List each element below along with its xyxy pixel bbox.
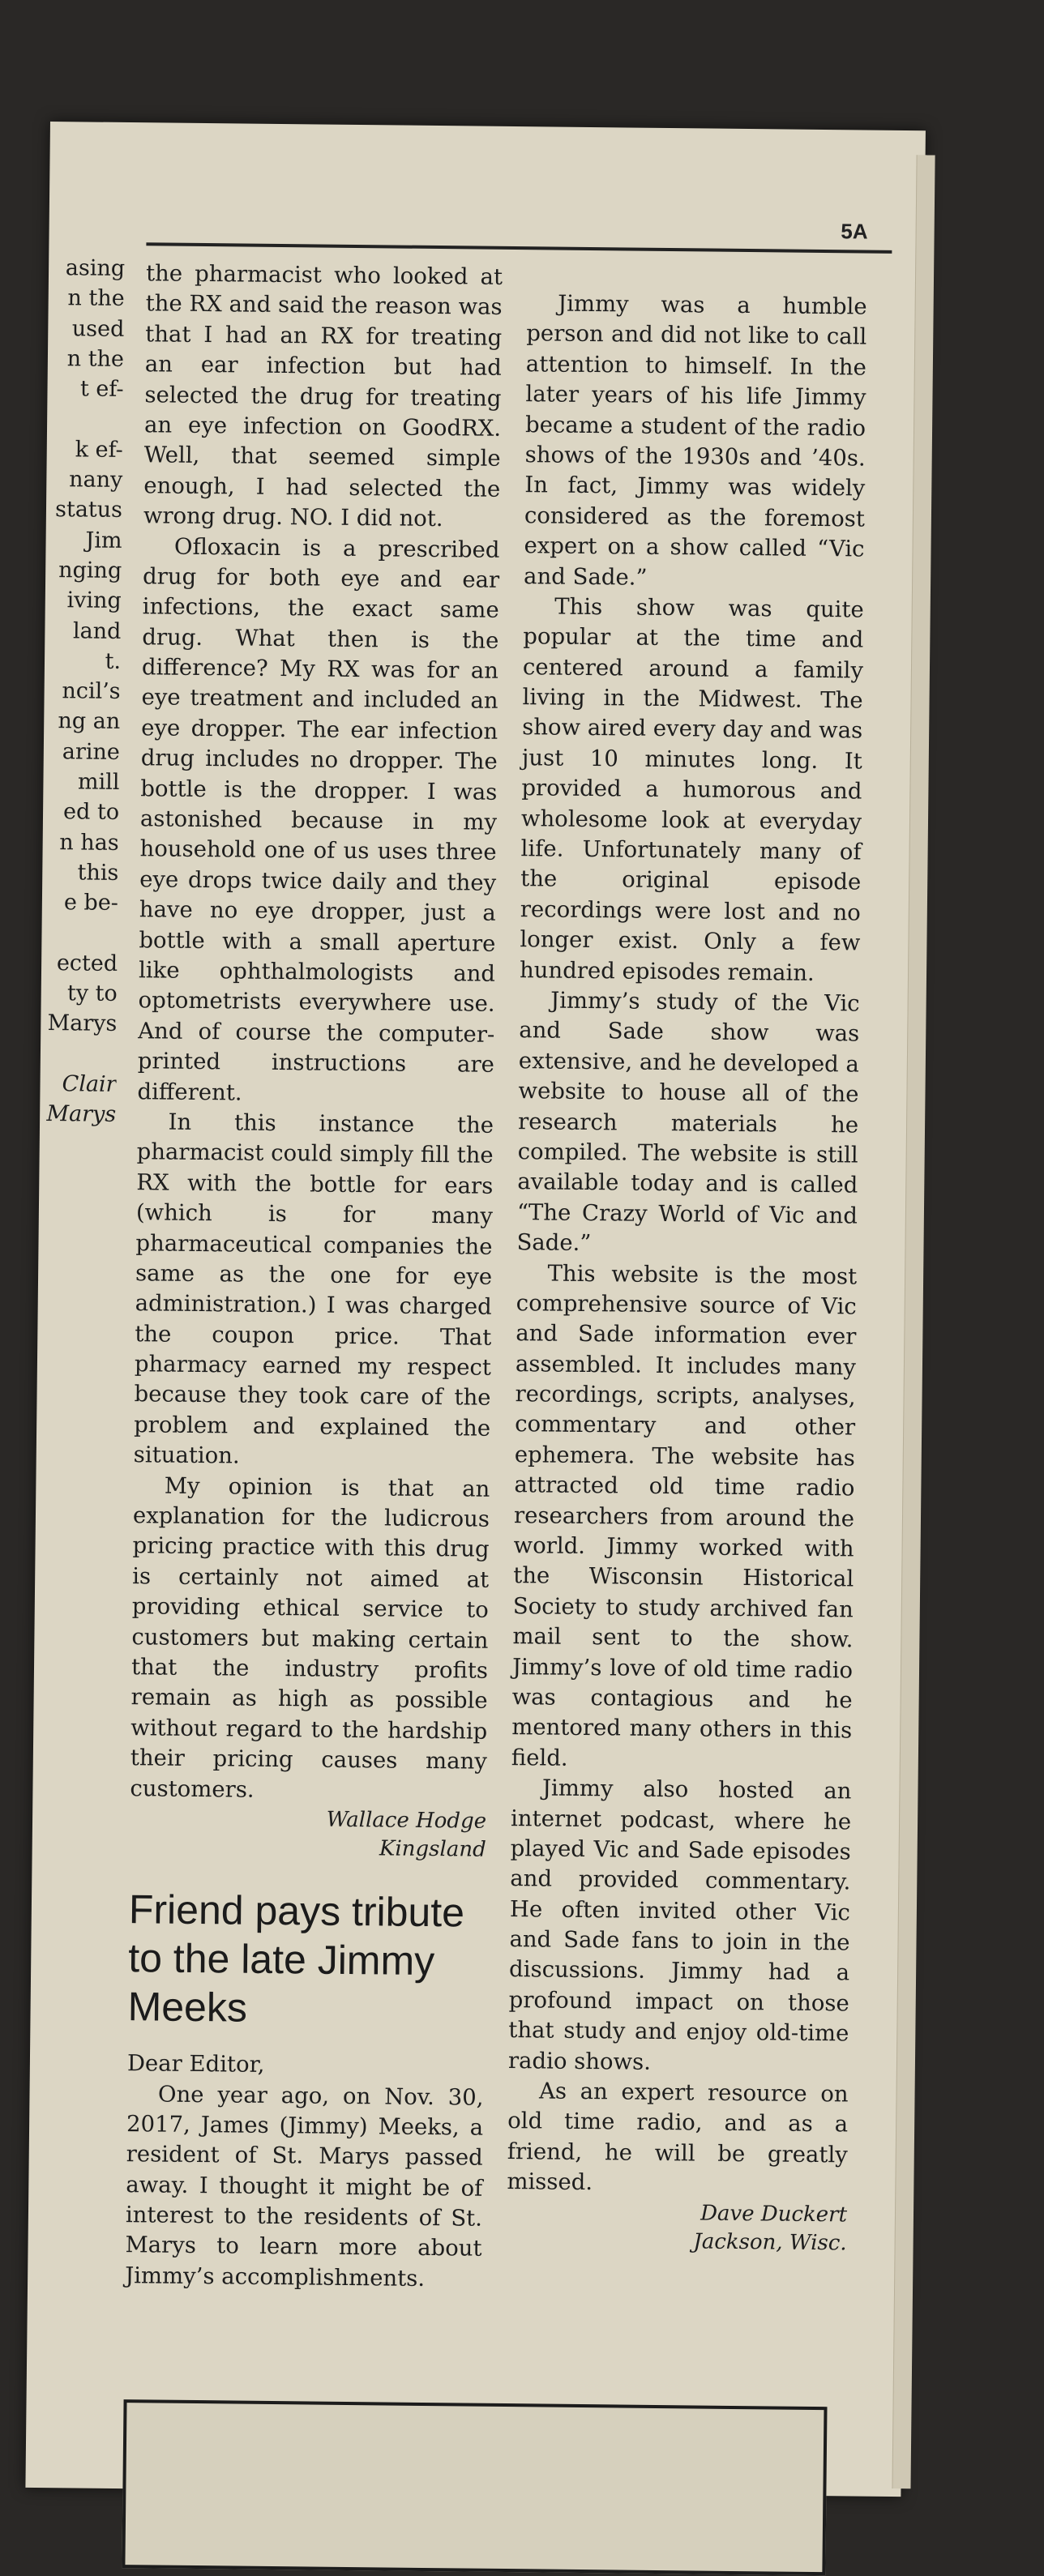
left-fragment-line: mill [77,769,120,795]
left-fragment-line: ncil’s [62,678,121,705]
left-fragment-line: this [77,860,119,886]
letter2-paragraph: Jimmy was a humble person and did not like to call attention to himself. In the later years of his life Jimmy became a student of the radio shows of the 1930s and ’40s. In fact, Jimmy was widely considered as the foremost expert on a show called “Vic and Sade.” [523,290,867,591]
left-fragment-line: Marys [47,1010,118,1037]
left-fragment-line: iving [66,587,122,614]
left-fragment-line [42,404,123,434]
letter2-paragraph: Jimmy also hosted an internet podcast, where he played Vic and Sade episodes and provided commentary. He often invited other Vic and Sade fans to join in the discussions. Jimmy had a profound impact on those that study and enjoy old-time radio shows. [507,1775,852,2075]
letter1-paragraph: the pharmacist who looked at the RX and said the reason was that I had an RX for treating an ear infection but had selected the drug for treating an eye infection on GoodRX. Well, that seemed simple enough, I had selected the wrong drug. NO. I did not. [143,260,503,532]
left-fragment-line: t ef- [79,376,124,403]
left-fragment-line: n has [59,829,119,856]
left-fragment-line [36,917,118,948]
letter2-paragraph: This website is the most comprehensive source of Vic and Sade information ever assembled. It includes many recordings, scripts, analyses, commentary and other ephemera. The website has attracted old time radio researchers from around the world. Jimmy worked with the Wisconsin Historical Society to study archived fan mail sent to the show. Jimmy’s love of old time radio was contagious and he mentored many others in this field. [511,1260,858,1771]
left-fragment-line: ed to [62,799,120,826]
left-fragment-line: nging [58,557,122,583]
letter2-location: Jackson, Wisc. [693,2229,847,2256]
left-fragment-line: land [72,617,122,644]
left-fragment-line [36,1039,117,1070]
left-fragment-line: arine [62,738,121,765]
letter2-paragraph: This show was quite popular at the time and centered around a family living in the Midwest. The show aired every day and was just 10 minutes long. It provided a humorous and wholesome look at everyday life. Unfortunately many of the original episode recordings were lost and no longer exist. Only a few hundred episodes remain. [519,593,864,986]
page-number: 5A [841,219,868,244]
left-fragment-line: n the [67,285,125,312]
letter1-location: Kingsland [379,1836,486,1862]
left-fragment-line: ected [56,950,118,976]
letter2-author: Dave Duckert [700,2201,848,2228]
left-fragment-line: k ef- [75,437,123,463]
letter1-signoff [130,1804,487,1865]
left-fragment-line: ty to [66,980,118,1007]
letter2-paragraph: One year ago, on Nov. 30, 2017, James (Jimmy) Meeks, a resident of St. Marys passed away. I thought it might be of interest to the residents of St. Marys to learn more about Jimmy’s accomplishments. [125,2081,484,2292]
right-column [506,288,866,2258]
bottom-ad-box [122,2399,827,2575]
letter2-salutation: Dear Editor, [126,2050,265,2078]
left-fragment-line: nany [69,467,123,493]
left-fragment-line: Clair [62,1071,117,1097]
header-rule [146,242,892,254]
letter2-paragraph: Jimmy’s study of the Vic and Sade show was extensive, and he developed a website to house all of the research materials he compiled. The website is still available today and is called “The Crazy World of Vic and Sade.” [516,987,860,1257]
letter1-paragraph: Ofloxacin is a prescribed drug for both eye and ear infections, the exact same drug. What then is the difference? My RX was for an eye treatment and included an eye dropper. The ear infection drug includes no dropper. The bottle is the dropper. I was astonished because in my household one of us uses three eye drops twice daily and they have no eye dropper, just a bottle with a small aperture like ophthalmologists and optometrists everywhere use. And of course the computer-printed instructions are different. [137,533,500,1106]
letter1-paragraph: My opinion is that an explanation for the ludicrous pricing practice with this drug is certainly not aimed at providing ethical service to customers but making certain that the industry profits remain as high as possible without regard to the hardship their pricing causes many customers. [130,1472,490,1803]
letter2-headline: Friend pays tribute to the late Jimmy Meeks [127,1886,465,2031]
left-column-fragments [35,253,125,1130]
newspaper-page [25,122,926,2497]
left-fragment-line: asing [65,255,126,281]
middle-column [125,258,503,2295]
left-fragment-line: e be- [63,890,119,916]
left-fragment-line: status [54,497,123,523]
page-edge-strip [892,155,935,2488]
letter1-author: Wallace Hodge [326,1807,487,1834]
letter1-paragraph: In this instance the pharmacist could simply fill the RX with the bottle for ears (which is for many pharmaceutical companies the same as the one for eye administration.) I was charged the coupon price. That pharmacy earned my respect because they took care of the problem and explained the situation. [133,1109,494,1469]
left-fragment-line: n the [66,346,125,372]
left-fragment-line: Marys [46,1101,117,1128]
left-fragment-line: Jim [85,528,122,553]
left-fragment-line: ng an [58,708,121,735]
left-fragment-line: used [71,315,125,342]
left-fragment-line: t. [105,648,122,674]
letter2-paragraph: As an expert resource on old time radio, and as a friend, he will be greatly missed. [507,2078,849,2196]
letter2-signoff [506,2198,847,2258]
